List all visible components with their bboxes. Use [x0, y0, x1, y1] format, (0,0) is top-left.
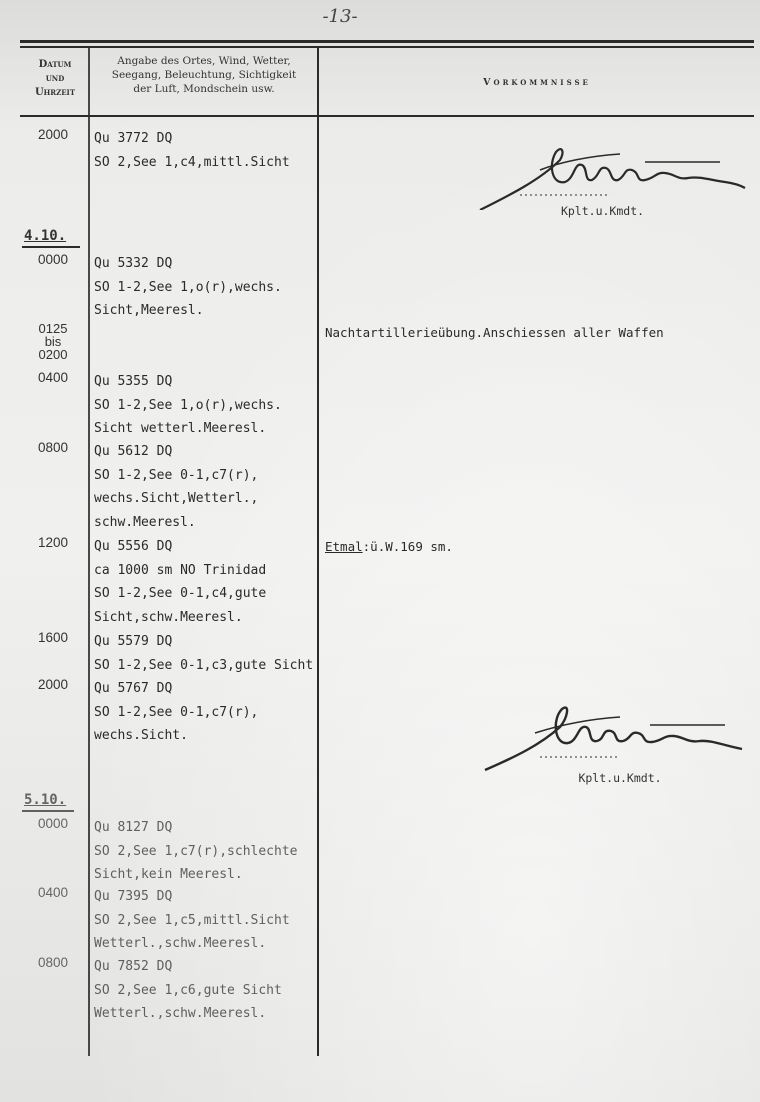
header-date-column	[22, 58, 88, 100]
place-line: schw.Meeresl.	[94, 514, 196, 530]
place-line: SO 1-2,See 0-1,c7(r),	[94, 467, 259, 483]
place-line: SO 2,See 1,c6,gute Sicht	[94, 982, 282, 998]
entry-time: 0000	[37, 816, 69, 831]
place-line: SO 2,See 1,c7(r),schlechte	[94, 843, 298, 859]
date-heading: 5.10.	[24, 792, 67, 808]
place-line: Sicht,kein Meeresl.	[94, 867, 243, 882]
place-line: wechs.Sicht,Wetterl.,	[94, 491, 259, 506]
entry-time: 1200	[37, 535, 69, 550]
place-line: Qu 8127 DQ	[94, 820, 173, 835]
signature-block	[470, 140, 750, 218]
top-rule-thin	[20, 46, 754, 48]
signature-caption: Kplt.u.Kmdt.	[560, 204, 645, 218]
column-separator-date	[88, 46, 90, 1056]
entry-event	[325, 539, 757, 554]
time-end: 0200	[38, 347, 68, 362]
entry-time: 0800	[37, 440, 69, 455]
entry-time: 0000	[37, 252, 69, 267]
page-number: -13-	[322, 6, 358, 27]
entry-place	[94, 955, 354, 1026]
entry-time: 2000	[37, 677, 69, 692]
date-heading: 4.10.	[24, 228, 67, 244]
date-underline	[22, 810, 74, 812]
header-date-line: Datum	[38, 59, 72, 70]
header-events-column: Vorkommnisse	[483, 77, 591, 88]
entry-time	[18, 322, 88, 361]
place-line: Qu 5767 DQ	[94, 681, 173, 696]
place-line: Sicht,Meeresl.	[94, 303, 204, 318]
place-line: Qu 7395 DQ	[94, 889, 173, 904]
place-line: Sicht,schw.Meeresl.	[94, 609, 243, 625]
etmal-value: :ü.W.169 sm.	[362, 539, 453, 554]
place-line: Wetterl.,schw.Meeresl.	[94, 1006, 267, 1021]
etmal-label: Etmal	[325, 539, 363, 554]
signature-image	[480, 695, 750, 775]
header-place-line: Seegang, Beleuchtung, Sichtigkeit	[111, 69, 297, 81]
signature-caption: Kplt.u.Kmdt.	[578, 771, 662, 785]
entry-time: 2000	[37, 127, 69, 142]
place-line: Qu 5355 DQ	[94, 374, 173, 389]
place-line: Qu 5332 DQ	[94, 256, 173, 271]
top-rule	[20, 40, 754, 43]
place-line: Qu 5579 DQ	[94, 634, 173, 649]
time-start: 0125	[38, 321, 68, 336]
header-rule	[20, 115, 754, 117]
place-line: SO 1-2,See 0-1,c3,gute Sicht	[94, 657, 314, 673]
entry-event: Nachtartillerieübung.Anschiessen aller Waffen	[325, 325, 664, 340]
entry-place	[94, 535, 354, 629]
place-line: Qu 5556 DQ	[94, 539, 173, 554]
entry-place	[94, 127, 354, 174]
place-line: wechs.Sicht.	[94, 728, 188, 743]
entry-time: 0400	[37, 370, 69, 385]
header-date-line: und	[45, 73, 65, 84]
entry-place	[94, 370, 354, 441]
header-place-line: der Luft, Mondschein usw.	[133, 83, 275, 95]
entry-place	[94, 885, 354, 956]
entry-place	[94, 252, 354, 323]
place-line: Qu 7852 DQ	[94, 959, 173, 974]
entry-place	[94, 677, 354, 748]
place-line: Wetterl.,schw.Meeresl.	[94, 936, 267, 951]
place-line: SO 2,See 1,c5,mittl.Sicht	[94, 912, 290, 928]
place-line: SO 1-2,See 0-1,c7(r),	[94, 704, 259, 720]
entry-place	[94, 630, 354, 677]
place-line: SO 2,See 1,c4,mittl.Sicht	[94, 154, 290, 170]
signature-image	[470, 140, 750, 210]
entry-place	[94, 816, 354, 887]
place-line: ca 1000 sm NO Trinidad	[94, 562, 267, 578]
place-line: SO 1-2,See 1,o(r),wechs.	[94, 397, 282, 413]
time-bis: bis	[44, 334, 62, 349]
entry-time: 1600	[37, 630, 69, 645]
entry-time: 0400	[37, 885, 69, 900]
entry-place	[94, 440, 354, 534]
place-line: SO 1-2,See 0-1,c4,gute	[94, 586, 267, 601]
entry-time: 0800	[37, 955, 69, 970]
header-date-line: Uhrzeit	[34, 87, 76, 98]
header-place-line: Angabe des Ortes, Wind, Wetter,	[117, 55, 291, 67]
date-underline	[22, 246, 80, 248]
place-line: Qu 5612 DQ	[94, 444, 173, 459]
signature-block	[480, 695, 750, 785]
header-place-column	[92, 54, 316, 96]
place-line: Qu 3772 DQ	[94, 131, 173, 146]
place-line: Sicht wetterl.Meeresl.	[94, 421, 267, 436]
place-line: SO 1-2,See 1,o(r),wechs.	[94, 279, 282, 295]
